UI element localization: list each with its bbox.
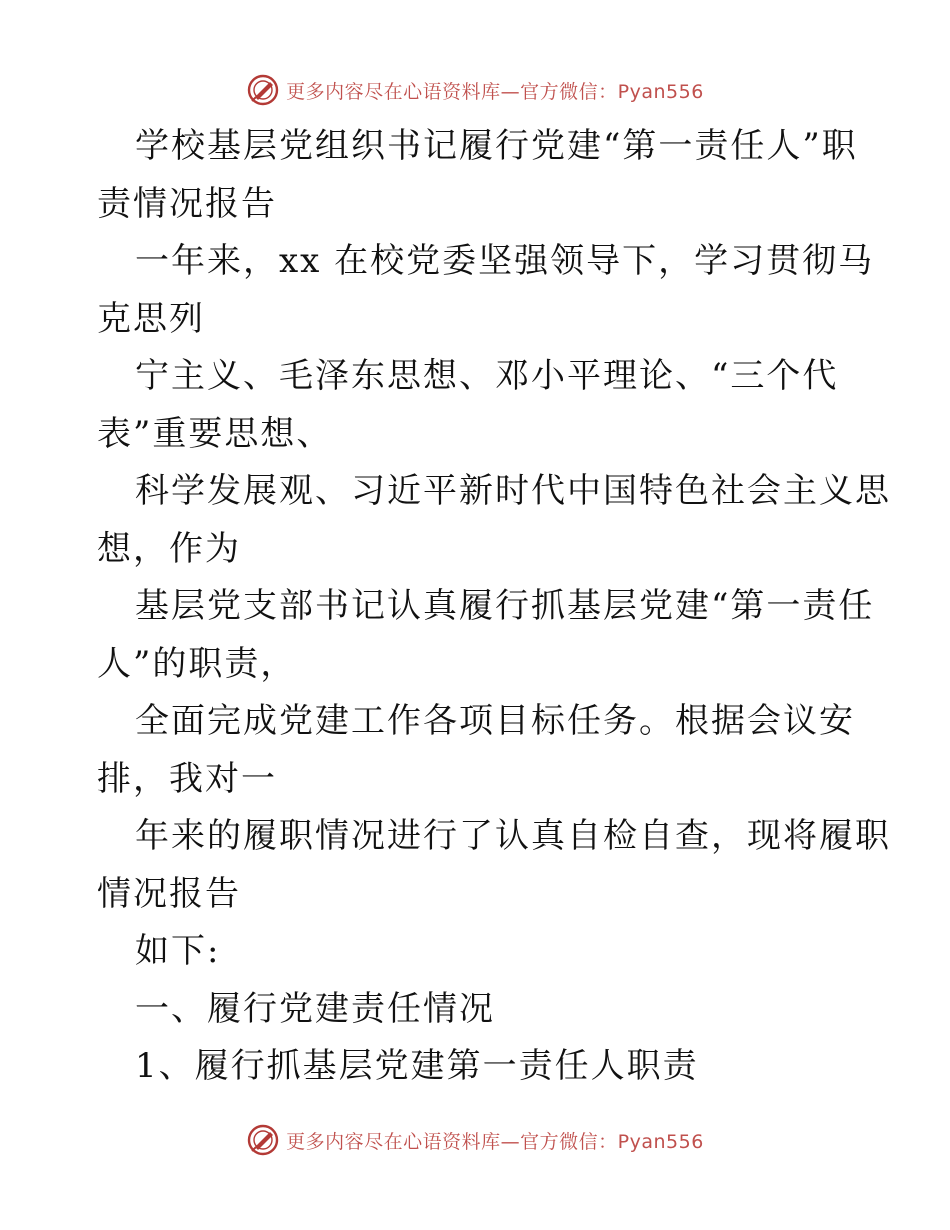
paragraph-line: 年来的履职情况进行了认真自检自查，现将履职	[135, 816, 891, 856]
watermark-separator: —	[500, 1130, 521, 1153]
paragraph-line: 基层党支部书记认真履行抓基层党建“第一责任	[135, 586, 875, 626]
watermark-banner-bottom	[0, 1118, 950, 1162]
watermark-wechat-text: 官方微信：Pyan556	[520, 80, 704, 103]
paragraph-line: 人”的职责，	[97, 643, 297, 684]
document-title-line-1: 学校基层党组织书记履行党建“第一责任人”职	[135, 126, 858, 166]
paragraph-line: 一年来，xx 在校党委坚强领导下，学习贯彻马	[135, 241, 875, 281]
watermark-separator: —	[500, 80, 521, 103]
paragraph-line: 想，作为	[97, 528, 241, 569]
seal-logo-icon	[246, 1123, 280, 1157]
paragraph-line: 如下:	[135, 931, 221, 971]
watermark-wechat-text: 官方微信：Pyan556	[520, 1130, 704, 1153]
subsection-heading: 1、履行抓基层党建第一责任人职责	[135, 1046, 699, 1086]
watermark-banner-top	[0, 68, 950, 112]
section-heading: 一、履行党建责任情况	[135, 988, 495, 1029]
paragraph-line: 表”重要思想、	[97, 413, 333, 454]
watermark-site-text: 更多内容尽在心语资料库	[286, 80, 501, 103]
paragraph-line: 科学发展观、习近平新时代中国特色社会主义思	[135, 471, 891, 511]
document-title-line-2: 责情况报告	[97, 183, 277, 224]
seal-logo-icon	[246, 73, 280, 107]
document-body	[97, 118, 891, 1096]
watermark-site-text: 更多内容尽在心语资料库	[286, 1130, 501, 1153]
paragraph-line: 克思列	[97, 298, 205, 339]
paragraph-line: 宁主义、毛泽东思想、邓小平理论、“三个代	[135, 356, 839, 396]
paragraph-line: 情况报告	[97, 873, 241, 914]
paragraph-line: 排，我对一	[97, 758, 277, 799]
paragraph-line: 全面完成党建工作各项目标任务。根据会议安	[135, 701, 855, 741]
